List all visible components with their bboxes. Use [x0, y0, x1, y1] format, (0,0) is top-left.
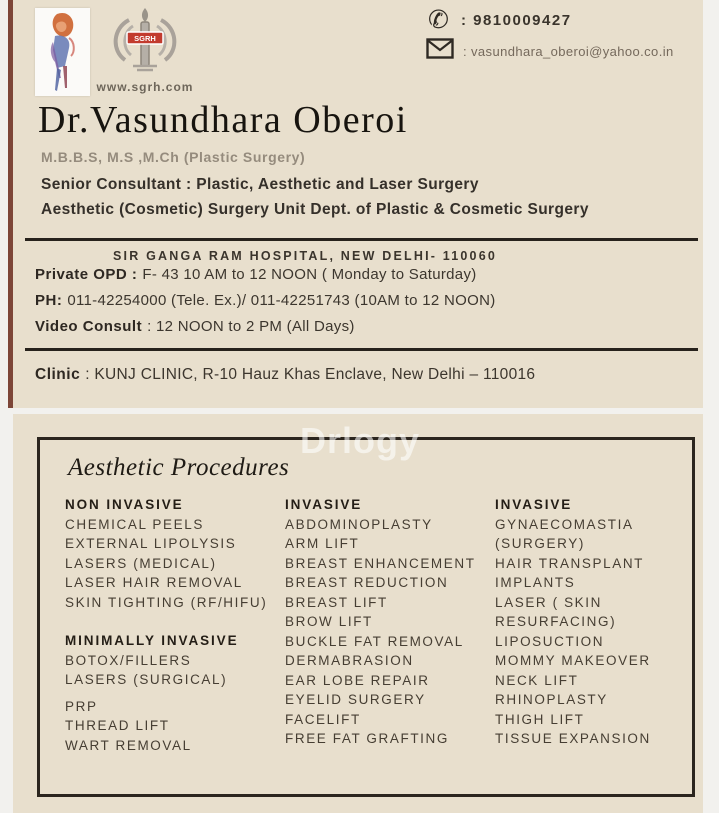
procedures-box — [37, 437, 695, 797]
procedure-item: LASER HAIR REMOVAL — [65, 575, 243, 590]
procedures-column-2 — [285, 495, 495, 755]
procedure-item: PRP — [65, 698, 98, 714]
drlogy-watermark: Drlogy — [300, 420, 421, 461]
procedure-item: FREE FAT GRAFTING — [285, 731, 449, 746]
divider-rule-bottom — [25, 348, 698, 351]
procedure-item: SKIN TIGHTING (RF/HIFU) — [65, 594, 268, 610]
invasive-list-2 — [495, 515, 685, 749]
procedure-item: RESURFACING) — [495, 614, 617, 629]
hospital-phone-value: 011-42254000 (Tele. Ex.)/ 011-42251743 (10AM to 12 NOON) — [67, 292, 496, 309]
procedures-columns — [65, 495, 685, 755]
procedure-item: IMPLANTS — [495, 575, 576, 590]
procedure-item: BREAST LIFT — [285, 594, 388, 610]
procedure-item: BREAST ENHANCEMENT — [285, 555, 476, 571]
group-heading-minimally-invasive: MINIMALLY INVASIVE — [65, 633, 239, 648]
procedure-item: BOTOX/FILLERS — [65, 652, 192, 668]
sgrh-logo-emblem — [93, 6, 197, 78]
procedure-item: ARM LIFT — [285, 536, 360, 551]
sgrh-logo-text: SGRH — [134, 34, 156, 43]
procedure-item: THIGH LIFT — [495, 711, 585, 727]
video-consult-line — [35, 318, 355, 335]
doctor-name: Dr.Vasundhara Oberoi — [38, 99, 408, 141]
procedure-item: (SURGERY) — [495, 536, 585, 551]
procedures-card — [13, 414, 703, 813]
non-invasive-list — [65, 515, 285, 613]
opd-value: F- 43 10 AM to 12 NOON ( Monday to Saturday) — [142, 266, 477, 283]
clinic-value: : KUNJ CLINIC, R-10 Hauz Khas Enclave, New Delhi – 110016 — [85, 366, 536, 383]
procedure-item: TISSUE EXPANSION — [495, 731, 651, 746]
procedure-item: LASERS (SURGICAL) — [65, 672, 228, 687]
procedure-item: DERMABRASION — [285, 653, 414, 668]
procedure-item: EYELID SURGERY — [285, 692, 426, 707]
procedure-item: LASERS (MEDICAL) — [65, 555, 217, 571]
phone-number: : 9810009427 — [460, 12, 572, 29]
invasive-list-1 — [285, 515, 495, 749]
clinic-label: Clinic — [35, 366, 81, 383]
group-heading-non-invasive: NON INVASIVE — [65, 497, 184, 512]
procedure-item: BROW LIFT — [285, 614, 373, 629]
procedure-item: FACELIFT — [285, 711, 361, 727]
doctor-info-card — [8, 0, 703, 408]
video-consult-value: : 12 NOON to 2 PM (All Days) — [147, 318, 355, 335]
doctor-title-line1: Senior Consultant : Plastic, Aesthetic and Laser Surgery — [41, 176, 479, 193]
procedure-item: EXTERNAL LIPOLYSIS — [65, 536, 237, 551]
hospital-phone-line — [35, 292, 496, 309]
procedure-item: THREAD LIFT — [65, 718, 170, 733]
procedure-item: CHEMICAL PEELS — [65, 516, 204, 532]
hospital-website: www.sgrh.com — [96, 80, 194, 94]
group-heading-invasive-2: INVASIVE — [495, 497, 573, 512]
hospital-name: SIR GANGA RAM HOSPITAL, NEW DELHI- 110060 — [113, 249, 497, 263]
doctor-title-line2: Aesthetic (Cosmetic) Surgery Unit Dept. of Plastic & Cosmetic Surgery — [41, 201, 589, 218]
procedure-item: WART REMOVAL — [65, 737, 192, 753]
group-heading-invasive-1: INVASIVE — [285, 497, 363, 512]
procedure-item: EAR LOBE REPAIR — [285, 672, 430, 688]
procedure-item: ABDOMINOPLASTY — [285, 516, 433, 532]
procedure-item: GYNAECOMASTIA — [495, 516, 634, 532]
procedure-item: LIPOSUCTION — [495, 633, 605, 649]
divider-rule-top — [25, 238, 698, 241]
figure-logo-art — [35, 8, 90, 96]
procedure-item: MOMMY MAKEOVER — [495, 653, 651, 668]
opd-label: Private OPD : — [35, 266, 138, 283]
email-contact — [426, 38, 674, 64]
procedure-item: BREAST REDUCTION — [285, 575, 449, 590]
doctor-degrees: M.B.B.S, M.S ,M.Ch (Plastic Surgery) — [41, 149, 306, 165]
procedure-item: RHINOPLASTY — [495, 692, 608, 707]
procedures-column-1 — [65, 495, 285, 755]
clinic-line — [35, 366, 535, 384]
hospital-phone-label: PH: — [35, 292, 63, 309]
sgrh-hospital-logo — [93, 6, 197, 78]
procedures-column-3 — [495, 495, 685, 755]
phone-contact — [428, 8, 572, 33]
email-address: : vasundhara_oberoi@yahoo.co.in — [463, 43, 674, 59]
procedure-item: BUCKLE FAT REMOVAL — [285, 633, 464, 649]
procedure-item: LASER ( SKIN — [495, 594, 602, 610]
procedure-item: NECK LIFT — [495, 672, 579, 688]
artistic-figure-logo — [35, 8, 90, 96]
opd-timing-line — [35, 266, 477, 283]
minimally-invasive-list — [65, 651, 285, 756]
procedures-title: Aesthetic Procedures — [68, 454, 290, 481]
phone-icon: ✆ — [428, 6, 449, 34]
email-icon — [426, 38, 454, 64]
procedure-item: HAIR TRANSPLANT — [495, 555, 645, 571]
video-consult-label: Video Consult — [35, 318, 143, 335]
